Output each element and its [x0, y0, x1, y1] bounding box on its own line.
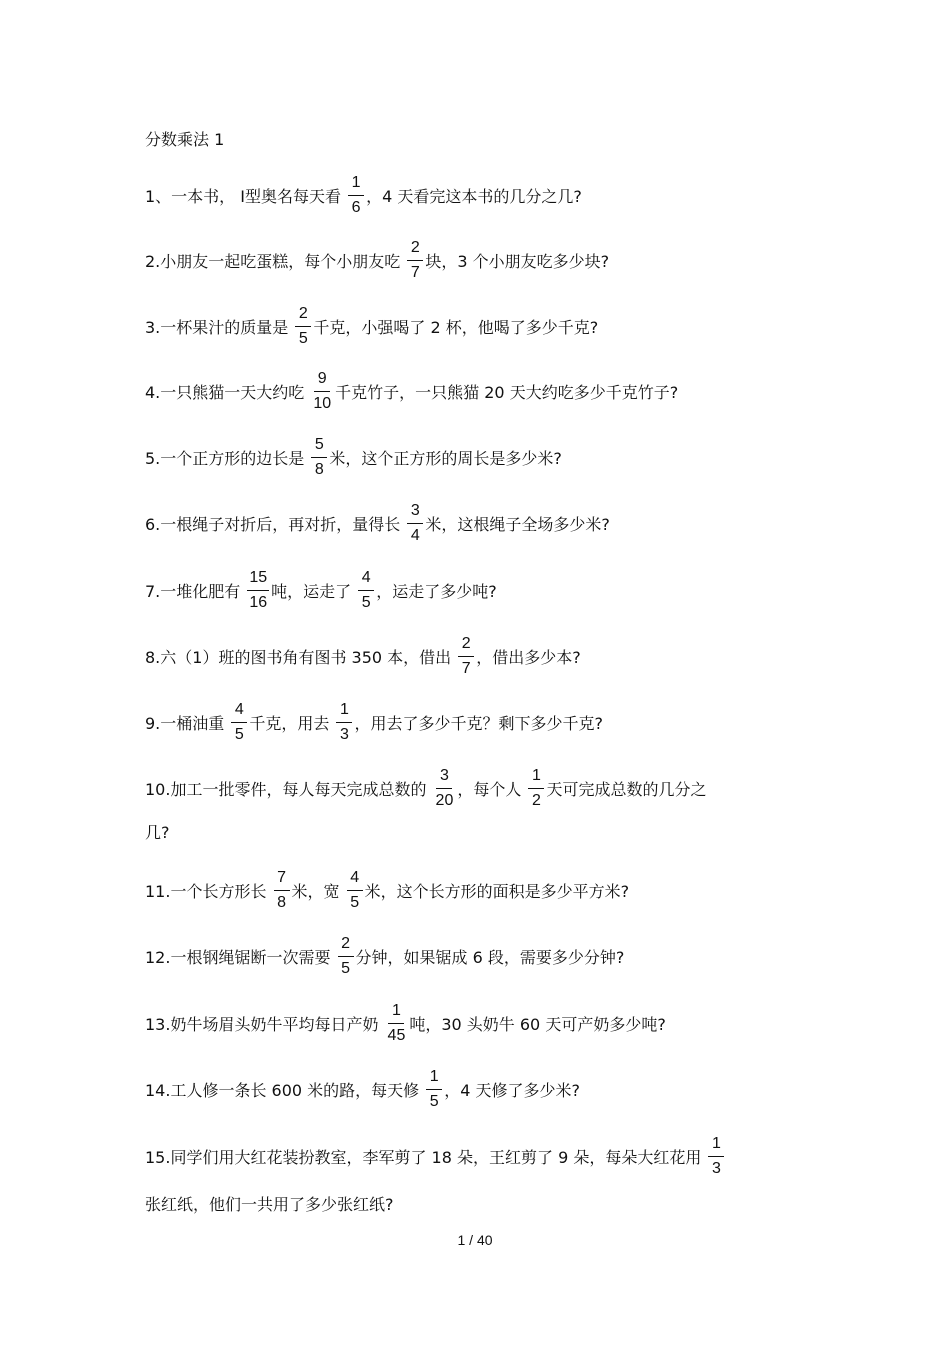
fraction-denominator: 5 [429, 1092, 439, 1110]
fraction [338, 936, 354, 977]
fraction-numerator: 1 [708, 1136, 724, 1157]
question-4 [145, 369, 678, 413]
question-text: 15.同学们用大红花装扮教室，李军剪了 18 朵，王红剪了 9 朵，每朵大红花用 [145, 1147, 707, 1167]
page-number: 1 / 40 [457, 1232, 493, 1248]
fraction [358, 570, 374, 611]
fraction-numerator: 4 [347, 870, 363, 891]
fraction-numerator: 2 [338, 936, 354, 957]
question-text: 2.小朋友一起吃蛋糕，每个小朋友吃 [145, 251, 406, 271]
question-5 [145, 435, 562, 479]
fraction-denominator: 3 [711, 1159, 721, 1177]
question-11 [145, 868, 629, 912]
question-6 [145, 501, 610, 545]
fraction-denominator: 3 [340, 725, 349, 743]
fraction-denominator: 5 [298, 329, 308, 347]
question-text: 块，3 个小朋友吃多少块? [425, 251, 610, 271]
fraction [434, 768, 456, 809]
fraction [274, 870, 290, 911]
fraction [386, 1003, 408, 1044]
fraction-denominator: 6 [351, 198, 361, 216]
fraction-denominator: 20 [435, 791, 454, 809]
fraction-numerator: 1 [336, 702, 352, 723]
question-text: 7.一堆化肥有 [145, 581, 246, 601]
question-text: 14.工人修一条长 600 米的路，每天修 [145, 1080, 425, 1100]
fraction-numerator: 4 [358, 570, 374, 591]
question-text: 9.一桶油重 [145, 713, 230, 733]
fraction [336, 702, 352, 743]
fraction [348, 175, 364, 216]
fraction-numerator: 2 [458, 636, 474, 657]
question-text: 米，宽 [291, 881, 345, 901]
fraction-numerator: 9 [314, 371, 330, 392]
question-text: ，每个人 [457, 779, 527, 799]
question-14 [145, 1067, 580, 1111]
page-title: 分数乘法 1 [145, 130, 225, 149]
question-10 [145, 766, 706, 810]
fraction-numerator: 1 [528, 768, 544, 789]
question-text: 米，这个正方形的周长是多少米? [329, 448, 562, 468]
fraction-denominator: 8 [314, 460, 324, 478]
question-text: ，运走了多少吨? [376, 581, 497, 601]
question-1 [145, 173, 582, 217]
fraction-denominator: 4 [410, 526, 420, 544]
fraction [458, 636, 474, 677]
question-text: ，4 天修了多少米? [444, 1080, 581, 1100]
question-text: 米，这根绳子全场多少米? [425, 514, 610, 534]
fraction-numerator: 4 [231, 702, 247, 723]
question-2 [145, 238, 609, 282]
question-15-continuation: 张红纸，他们一共用了多少张红纸? [145, 1195, 394, 1214]
fraction [247, 570, 269, 611]
fraction [426, 1069, 442, 1110]
question-text: 吨，30 头奶牛 60 天可产奶多少吨? [409, 1014, 666, 1034]
question-8 [145, 634, 581, 678]
question-text: 13.奶牛场眉头奶牛平均每日产奶 [145, 1014, 384, 1034]
fraction [407, 240, 423, 281]
question-text: 天可完成总数的几分之 [546, 779, 707, 799]
question-3 [145, 304, 598, 348]
fraction-denominator: 45 [387, 1026, 406, 1044]
fraction [708, 1136, 724, 1177]
fraction-denominator: 7 [410, 263, 420, 281]
question-text: ，4 天看完这本书的几分之几? [366, 186, 582, 206]
fraction-denominator: 5 [350, 893, 360, 911]
question-text: 4.一只熊猫一天大约吃 [145, 382, 310, 402]
fraction-denominator: 5 [234, 725, 244, 743]
question-12 [145, 934, 624, 978]
fraction-numerator: 3 [436, 768, 452, 789]
question-text: 千克，小强喝了 2 杯，他喝了多少千克? [313, 317, 599, 337]
fraction-denominator: 10 [313, 394, 332, 412]
question-text: 12.一根钢绳锯断一次需要 [145, 947, 336, 967]
fraction [231, 702, 247, 743]
question-text: 吨，运走了 [271, 581, 357, 601]
fraction-numerator: 1 [348, 175, 364, 196]
fraction [528, 768, 544, 809]
question-text: 千克竹子，一只熊猫 20 天大约吃多少千克竹子? [335, 382, 679, 402]
fraction-denominator: 16 [249, 593, 268, 611]
fraction-numerator: 1 [388, 1003, 404, 1024]
fraction-numerator: 2 [295, 306, 311, 327]
question-13 [145, 1001, 666, 1045]
question-text: 分钟，如果锯成 6 段，需要多少分钟? [355, 947, 625, 967]
fraction-numerator: 1 [426, 1069, 442, 1090]
fraction [295, 306, 311, 347]
question-text: 8.六（1）班的图书角有图书 350 本，借出 [145, 647, 457, 667]
fraction-numerator: 3 [407, 503, 423, 524]
fraction-numerator: 5 [311, 437, 327, 458]
fraction [311, 371, 333, 412]
fraction-denominator: 8 [277, 893, 286, 911]
fraction-numerator: 15 [247, 570, 269, 591]
question-10-continuation: 几? [145, 823, 170, 842]
fraction-numerator: 2 [407, 240, 423, 261]
fraction-denominator: 2 [531, 791, 541, 809]
question-15 [145, 1134, 726, 1178]
fraction-denominator: 7 [461, 659, 471, 677]
question-7 [145, 568, 497, 612]
question-text: 千克，用去 [249, 713, 335, 733]
question-text: 3.一杯果汁的质量是 [145, 317, 294, 337]
fraction-denominator: 5 [341, 959, 350, 977]
question-text: 10.加工一批零件，每人每天完成总数的 [145, 779, 432, 799]
fraction-denominator: 5 [361, 593, 371, 611]
fraction [407, 503, 423, 544]
question-text: 5.一个正方形的边长是 [145, 448, 310, 468]
question-9 [145, 700, 603, 744]
question-text: ，用去了多少千克？剩下多少千克? [354, 713, 603, 733]
question-text: 米，这个长方形的面积是多少平方米? [364, 881, 630, 901]
fraction-numerator: 7 [274, 870, 290, 891]
question-text: ，借出多少本? [476, 647, 581, 667]
fraction [311, 437, 327, 478]
question-text: 11.一个长方形长 [145, 881, 272, 901]
fraction [347, 870, 363, 911]
question-text: 1、一本书， Ι型奥名每天看 [145, 186, 347, 206]
question-text: 6.一根绳子对折后，再对折，量得长 [145, 514, 406, 534]
